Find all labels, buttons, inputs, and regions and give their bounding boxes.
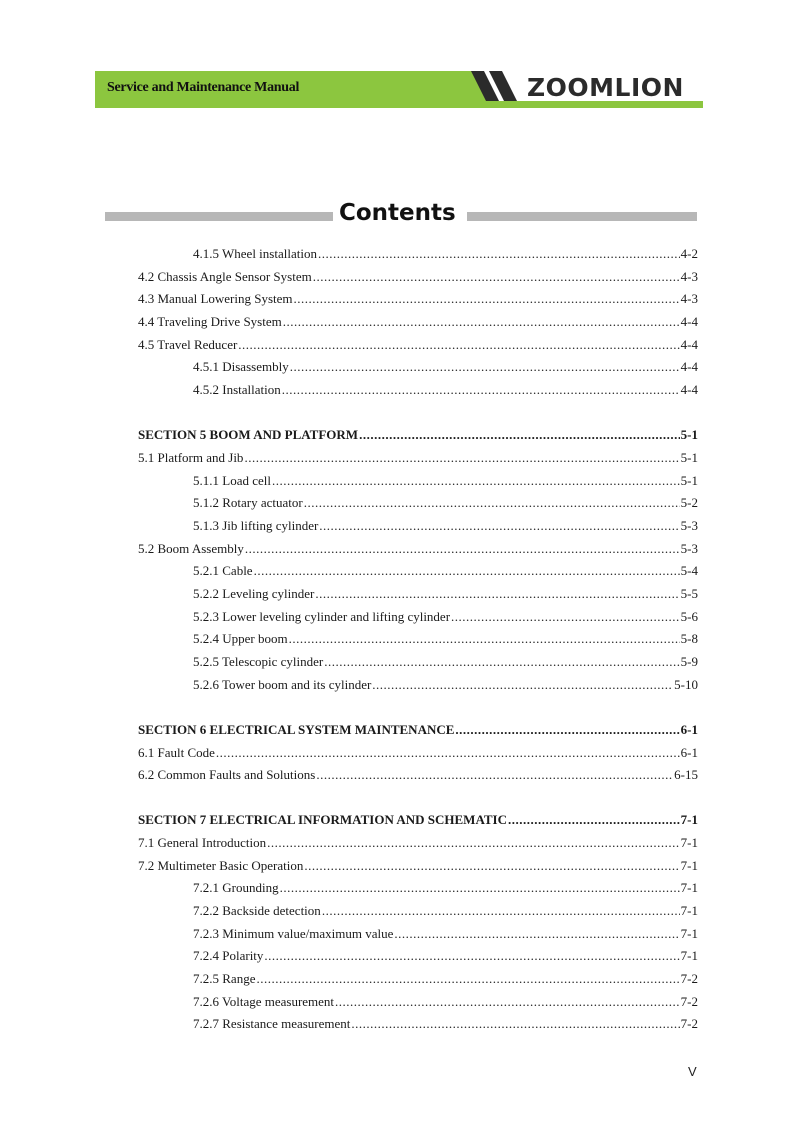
toc-entry-page: 7-1 xyxy=(680,948,698,963)
toc-entry[interactable] xyxy=(138,970,698,987)
toc-entry[interactable] xyxy=(138,585,698,602)
dot-leader xyxy=(359,426,680,443)
toc-entry-page: 5-1 xyxy=(680,427,698,442)
toc-entry-title: 4.5.1 Disassembly xyxy=(193,359,289,374)
dot-leader xyxy=(313,268,680,285)
dot-leader xyxy=(283,313,680,330)
toc-entry-page: 5-8 xyxy=(680,631,698,646)
toc-section-entry[interactable] xyxy=(138,426,698,443)
toc-entry-page: 6-15 xyxy=(674,767,698,782)
toc-entry[interactable] xyxy=(138,472,698,489)
dot-leader xyxy=(216,744,680,761)
toc-entry-title: 5.1.2 Rotary actuator xyxy=(193,495,303,510)
dot-leader xyxy=(351,1015,679,1032)
toc-entry-page: 6-1 xyxy=(680,722,698,737)
toc-entry[interactable] xyxy=(138,744,698,761)
contents-heading xyxy=(105,200,697,232)
manual-title: Service and Maintenance Manual xyxy=(107,80,300,95)
toc-section-entry[interactable] xyxy=(138,721,698,738)
toc-entry[interactable] xyxy=(138,925,698,942)
toc-entry-page: 5-4 xyxy=(680,563,698,578)
toc-entry[interactable] xyxy=(138,268,698,285)
toc-entry-page: 4-3 xyxy=(680,291,698,306)
page-title: Contents xyxy=(339,200,456,226)
toc-entry-page: 4-4 xyxy=(680,337,698,352)
toc-entry-page: 6-1 xyxy=(680,745,698,760)
toc-entry[interactable] xyxy=(138,540,698,557)
toc-entry[interactable] xyxy=(138,766,698,783)
toc-entry-title: 4.3 Manual Lowering System xyxy=(138,291,293,306)
dot-leader xyxy=(272,472,680,489)
toc-entry-page: 5-9 xyxy=(680,654,698,669)
toc-entry-title: SECTION 5 BOOM AND PLATFORM xyxy=(138,427,359,442)
toc-entry-page: 4-3 xyxy=(680,269,698,284)
dot-leader xyxy=(315,585,679,602)
toc-entry-title: 7.1 General Introduction xyxy=(138,835,267,850)
dot-leader xyxy=(322,902,680,919)
toc-entry-page: 5-3 xyxy=(680,518,698,533)
toc-entry[interactable] xyxy=(138,834,698,851)
toc-entry[interactable] xyxy=(138,290,698,307)
toc-entry-title: 4.5.2 Installation xyxy=(193,382,281,397)
dot-leader xyxy=(335,993,680,1010)
toc-section-entry[interactable] xyxy=(138,811,698,828)
toc-entry-title: 7.2.5 Range xyxy=(193,971,256,986)
header-underline xyxy=(473,101,703,108)
toc-entry-title: 7.2.6 Voltage measurement xyxy=(193,994,335,1009)
toc-entry-title: 7.2.3 Minimum value/maximum value xyxy=(193,926,394,941)
dot-leader xyxy=(324,653,679,670)
toc-entry-page: 7-1 xyxy=(680,835,698,850)
toc-entry-title: SECTION 7 ELECTRICAL INFORMATION AND SCHEMATIC xyxy=(138,812,507,827)
dot-leader xyxy=(264,947,679,964)
toc-entry-page: 4-4 xyxy=(680,314,698,329)
toc-entry-title: 7.2.4 Polarity xyxy=(193,948,264,963)
dot-leader xyxy=(282,381,680,398)
page-number: V xyxy=(688,1064,697,1079)
toc-entry-title: 6.2 Common Faults and Solutions xyxy=(138,767,316,782)
toc-entry-page: 7-1 xyxy=(680,858,698,873)
toc-entry-title: 7.2 Multimeter Basic Operation xyxy=(138,858,304,873)
toc-entry-page: 4-2 xyxy=(680,246,698,261)
toc-entry-title: 5.2.4 Upper boom xyxy=(193,631,288,646)
dot-leader xyxy=(319,517,679,534)
dot-leader xyxy=(318,245,680,262)
toc-entry[interactable] xyxy=(138,449,698,466)
toc-entry[interactable] xyxy=(138,879,698,896)
toc-entry-page: 7-2 xyxy=(680,971,698,986)
toc-entry[interactable] xyxy=(138,608,698,625)
toc-entry-page: 4-4 xyxy=(680,359,698,374)
toc-entry[interactable] xyxy=(138,336,698,353)
toc-entry-page: 5-5 xyxy=(680,586,698,601)
toc-entry[interactable] xyxy=(138,494,698,511)
dot-leader xyxy=(238,336,679,353)
heading-rule-right xyxy=(467,212,697,221)
toc-entry-page: 4-4 xyxy=(680,382,698,397)
dot-leader xyxy=(304,857,679,874)
toc-entry-page: 5-3 xyxy=(680,541,698,556)
toc-entry[interactable] xyxy=(138,245,698,262)
toc-entry-title: 6.1 Fault Code xyxy=(138,745,215,760)
toc-entry-title: 5.2 Boom Assembly xyxy=(138,541,244,556)
dot-leader xyxy=(256,970,679,987)
toc-entry[interactable] xyxy=(138,947,698,964)
toc-entry-page: 7-1 xyxy=(680,812,698,827)
toc-entry-page: 5-2 xyxy=(680,495,698,510)
heading-rule-left xyxy=(105,212,333,221)
toc-entry-page: 5-10 xyxy=(674,677,698,692)
toc-entry[interactable] xyxy=(138,358,698,375)
dot-leader xyxy=(316,766,673,783)
dot-leader xyxy=(280,879,680,896)
dot-leader xyxy=(508,811,680,828)
dot-leader xyxy=(245,540,680,557)
toc-entry[interactable] xyxy=(138,630,698,647)
dot-leader xyxy=(455,721,679,738)
toc-entry-title: 5.2.6 Tower boom and its cylinder xyxy=(193,677,372,692)
toc-entry-page: 7-2 xyxy=(680,1016,698,1031)
toc-entry-title: 5.1 Platform and Jib xyxy=(138,450,244,465)
toc-entry-title: 4.1.5 Wheel installation xyxy=(193,246,317,261)
toc-entry-title: 7.2.2 Backside detection xyxy=(193,903,321,918)
toc-entry-title: 7.2.1 Grounding xyxy=(193,880,279,895)
toc-entry-title: 4.2 Chassis Angle Sensor System xyxy=(138,269,312,284)
toc-entry-title: 5.2.3 Lower leveling cylinder and lifting cylinder xyxy=(193,609,451,624)
toc-entry[interactable] xyxy=(138,313,698,330)
toc-entry-title: 5.2.1 Cable xyxy=(193,563,253,578)
dot-leader xyxy=(394,925,679,942)
toc-entry-title: 5.1.3 Jib lifting cylinder xyxy=(193,518,319,533)
toc-entry-title: 5.2.2 Leveling cylinder xyxy=(193,586,315,601)
toc-entry[interactable] xyxy=(138,653,698,670)
dot-leader xyxy=(294,290,680,307)
toc-entry[interactable] xyxy=(138,562,698,579)
dot-leader xyxy=(304,494,680,511)
toc-entry-page: 5-1 xyxy=(680,473,698,488)
toc-entry-page: 7-2 xyxy=(680,994,698,1009)
brand-logo: ZOOMLION xyxy=(527,73,684,102)
toc-entry[interactable] xyxy=(138,902,698,919)
toc-entry-title: 5.2.5 Telescopic cylinder xyxy=(193,654,324,669)
dot-leader xyxy=(451,608,680,625)
dot-leader xyxy=(267,834,680,851)
toc-entry-title: 4.4 Traveling Drive System xyxy=(138,314,282,329)
dot-leader xyxy=(372,676,673,693)
toc-entry-title: 4.5 Travel Reducer xyxy=(138,337,238,352)
dot-leader xyxy=(290,358,680,375)
page-header xyxy=(95,71,703,108)
toc-entry-page: 7-1 xyxy=(680,926,698,941)
toc-entry-page: 7-1 xyxy=(680,880,698,895)
toc-entry-title: 7.2.7 Resistance measurement xyxy=(193,1016,351,1031)
toc-entry[interactable] xyxy=(138,993,698,1010)
toc-entry[interactable] xyxy=(138,381,698,398)
toc-entry[interactable] xyxy=(138,1015,698,1032)
toc-entry-page: 7-1 xyxy=(680,903,698,918)
toc-entry-title: SECTION 6 ELECTRICAL SYSTEM MAINTENANCE xyxy=(138,722,455,737)
dot-leader xyxy=(244,449,679,466)
dot-leader xyxy=(289,630,680,647)
toc-entry-page: 5-1 xyxy=(680,450,698,465)
toc-entry[interactable] xyxy=(138,517,698,534)
toc-entry-page: 5-6 xyxy=(680,609,698,624)
toc-entry-title: 5.1.1 Load cell xyxy=(193,473,271,488)
toc-entry[interactable] xyxy=(138,857,698,874)
toc-entry[interactable] xyxy=(138,676,698,693)
dot-leader xyxy=(254,562,680,579)
